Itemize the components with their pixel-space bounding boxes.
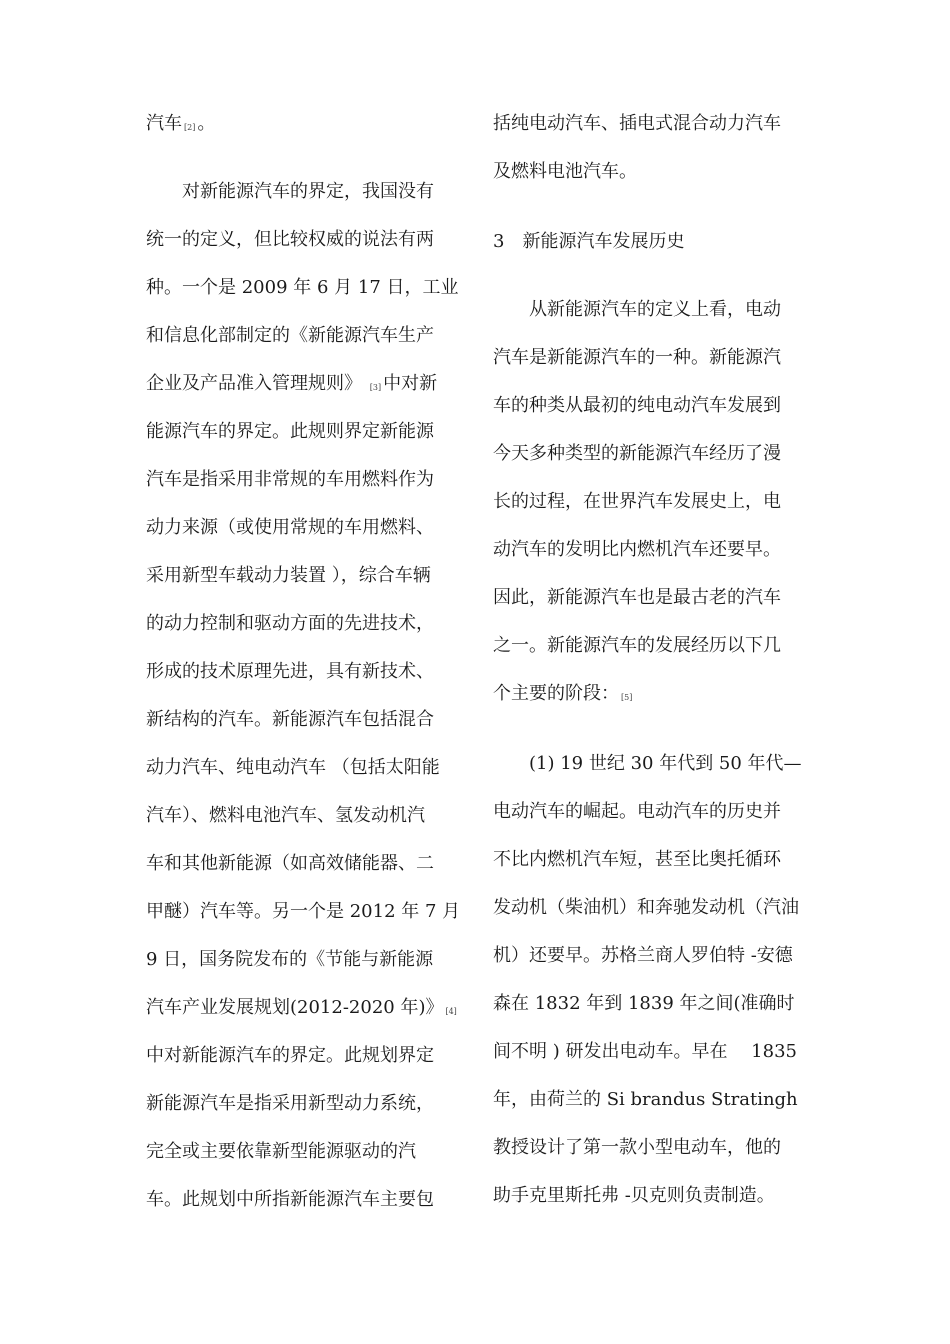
line-text: 从新能源汽车的定义上看，电动	[493, 299, 781, 320]
text-line	[493, 1136, 781, 1160]
text-line	[493, 1184, 775, 1208]
line-text: 车的种类从最初的纯电动汽车发展到	[493, 395, 781, 416]
line-text: (1) 19 世纪 30 年代到 50 年代—	[493, 753, 802, 774]
line-text: 汽车产业发展规划(2012-2020 年)》	[146, 997, 444, 1018]
text-line	[493, 230, 684, 254]
text-line	[146, 468, 434, 492]
text-line	[146, 660, 434, 684]
text-line	[146, 112, 215, 136]
line-text: 长的过程，在世界汽车发展史上，电	[493, 491, 781, 512]
line-text: 对新能源汽车的界定，我国没有	[146, 181, 434, 202]
line-text: 能源汽车的界定。此规则界定新能源	[146, 421, 434, 442]
text-line	[146, 180, 434, 204]
line-text: 采用新型车载动力装置 ），综合车辆	[146, 565, 431, 586]
text-line	[493, 800, 781, 824]
citation-ref: [4]	[445, 1007, 457, 1016]
line-text: 汽车	[146, 113, 182, 134]
line-text: 电动汽车的崛起。电动汽车的历史并	[493, 801, 781, 822]
line-text: 今天多种类型的新能源汽车经历了漫	[493, 443, 781, 464]
text-line	[493, 160, 637, 184]
text-line	[146, 612, 434, 636]
text-line	[146, 1092, 434, 1116]
line-text: 助手克里斯托弗 -贝克则负责制造。	[493, 1185, 775, 1206]
text-line	[493, 586, 781, 610]
line-text: 汽车是指采用非常规的车用燃料作为	[146, 469, 434, 490]
line-text: 9 日，国务院发布的《节能与新能源	[146, 949, 434, 970]
line-text: 动汽车的发明比内燃机汽车还要早。	[493, 539, 781, 560]
text-line	[146, 1044, 434, 1068]
text-line	[493, 298, 781, 322]
line-text: 教授设计了第一款小型电动车，他的	[493, 1137, 781, 1158]
text-line	[493, 944, 793, 968]
text-line	[493, 896, 799, 920]
line-text: 中对新能源汽车的界定。此规划界定	[146, 1045, 434, 1066]
text-line	[146, 372, 437, 396]
line-text: 动力来源（或使用常规的车用燃料、	[146, 517, 434, 538]
line-text: 个主要的阶段：	[493, 683, 619, 704]
line-text: 森在 1832 年到 1839 年之间(准确时	[493, 993, 795, 1014]
text-line	[493, 752, 802, 776]
line-text: 动力汽车、纯电动汽车 （包括太阳能	[146, 757, 440, 778]
text-line	[493, 848, 781, 872]
text-line	[146, 996, 459, 1020]
text-line	[493, 394, 781, 418]
line-text: 及燃料电池汽车。	[493, 161, 637, 182]
line-text: 完全或主要依靠新型能源驱动的汽	[146, 1141, 416, 1162]
line-text: 种。一个是 2009 年 6 月 17 日，工业	[146, 277, 459, 298]
line-text: 和信息化部制定的《新能源汽车生产	[146, 325, 434, 346]
line-text: 之一。新能源汽车的发展经历以下几	[493, 635, 781, 656]
text-line	[493, 1040, 797, 1064]
text-line	[493, 682, 634, 706]
line-text: 车。此规划中所指新能源汽车主要包	[146, 1189, 434, 1210]
text-line	[146, 1140, 416, 1164]
line-text: 汽车）、燃料电池汽车、氢发动机汽	[146, 805, 425, 826]
text-line	[146, 420, 434, 444]
text-line	[493, 442, 781, 466]
text-line	[146, 852, 434, 876]
line-text: 3 新能源汽车发展历史	[493, 231, 685, 252]
text-line	[493, 1088, 798, 1112]
text-line	[146, 1188, 434, 1212]
text-line	[146, 804, 425, 828]
text-line	[146, 324, 434, 348]
line-text: 间不明 ) 研发出电动车。早在 1835	[493, 1041, 797, 1062]
text-line	[146, 708, 434, 732]
line-text: 的动力控制和驱动方面的先进技术，	[146, 613, 434, 634]
text-line	[146, 564, 431, 588]
line-text-continued: 。	[197, 113, 216, 134]
line-text: 企业及产品准入管理规则》	[146, 373, 368, 394]
text-line	[146, 756, 440, 780]
text-line	[493, 112, 781, 136]
line-text: 年，由荷兰的 Si brandus Stratingh	[493, 1089, 798, 1110]
text-line	[146, 276, 459, 300]
text-line	[493, 346, 781, 370]
text-line	[493, 490, 781, 514]
text-line	[146, 516, 434, 540]
text-line	[493, 538, 781, 562]
line-text: 汽车是新能源汽车的一种。新能源汽	[493, 347, 781, 368]
line-text: 甲醚）汽车等。另一个是 2012 年 7 月	[146, 901, 461, 922]
citation-ref: [3]	[369, 383, 382, 392]
line-text: 形成的技术原理先进，具有新技术、	[146, 661, 434, 682]
line-text: 括纯电动汽车、插电式混合动力汽车	[493, 113, 781, 134]
line-text: 新结构的汽车。新能源汽车包括混合	[146, 709, 434, 730]
citation-ref: [5]	[621, 693, 633, 702]
text-line	[493, 634, 781, 658]
text-line	[146, 948, 433, 972]
line-text: 机）还要早。苏格兰商人罗伯特 -安德	[493, 945, 793, 966]
line-text-continued: 中对新	[383, 373, 438, 394]
line-text: 新能源汽车是指采用新型动力系统，	[146, 1093, 434, 1114]
text-line	[493, 992, 795, 1016]
line-text: 因此，新能源汽车也是最古老的汽车	[493, 587, 781, 608]
line-text: 不比内燃机汽车短，甚至比奥托循环	[493, 849, 781, 870]
line-text: 统一的定义，但比较权威的说法有两	[146, 229, 434, 250]
text-line	[146, 228, 434, 252]
line-text: 发动机（柴油机）和奔驰发动机（汽油	[493, 897, 799, 918]
text-line	[146, 900, 460, 924]
citation-ref: [2]	[184, 123, 196, 132]
line-text: 车和其他新能源（如高效储能器、二	[146, 853, 434, 874]
